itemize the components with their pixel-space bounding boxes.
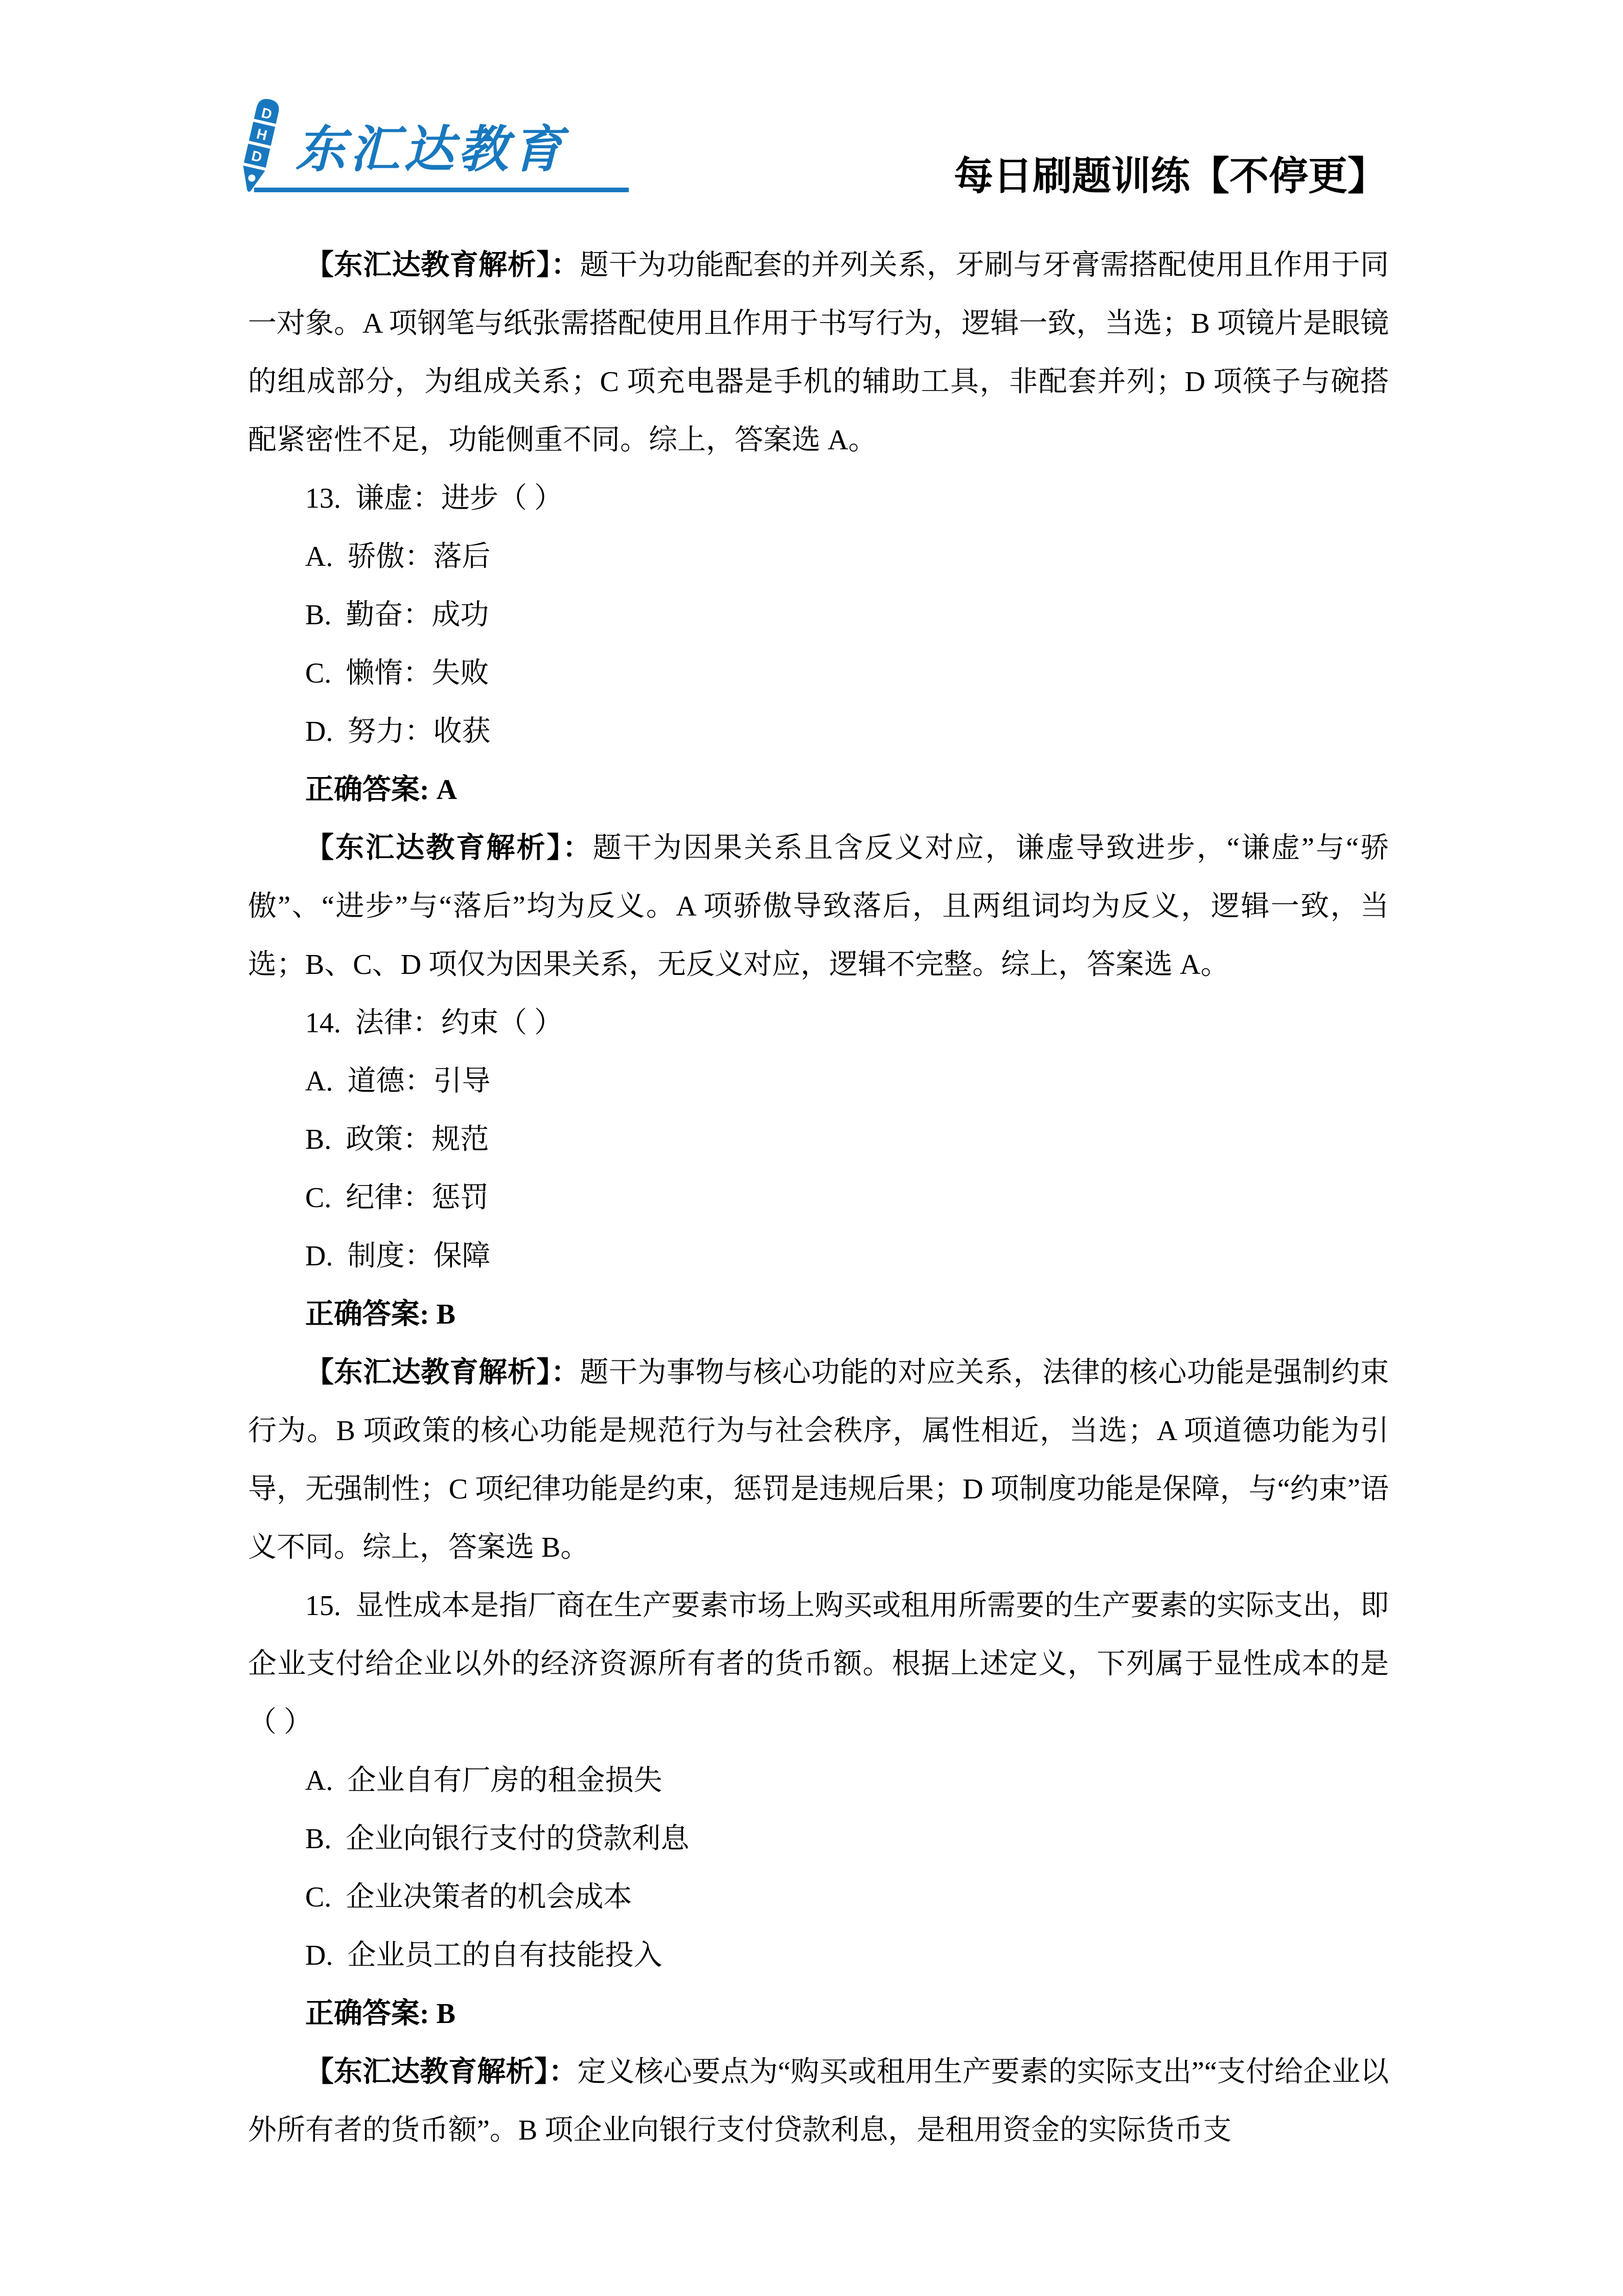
svg-text:D: D (260, 104, 274, 123)
analysis-label: 【东汇达教育解析】： (305, 1357, 580, 1389)
svg-text:H: H (255, 125, 269, 144)
logo-underline (254, 188, 629, 192)
answer-line-13: 正确答案: A (305, 774, 458, 806)
page-title: 每日刷题训练【不停更】 (954, 154, 1387, 198)
analysis-text: 定义核心要点为“购买或租用生产要素的实际支出”“支付给企业以外所有者的货币额”。B 项企业向银行支付贷款利息，是租用资金的实际货币支 (248, 2056, 1389, 2146)
analysis-label: 【东汇达教育解析】： (305, 2056, 578, 2088)
analysis-paragraph (248, 819, 1389, 994)
analysis-text: 题干为因果关系且含反义对应，谦虚导致进步，“谦虚”与“骄傲”、“进步”与“落后”均为反义。A 项骄傲导致落后，且两组词均为反义，逻辑一致，当选；B、C、D 项仅为因果关系，无反义对应，逻辑不完整。综上，答案选 A。 (248, 832, 1389, 981)
svg-text:D: D (250, 147, 264, 166)
answer-line-15: 正确答案: B (305, 1998, 455, 2030)
option-14-d: D. 制度：保障 (305, 1240, 491, 1272)
answer-line-14: 正确答案: B (305, 1299, 455, 1330)
pen-icon (229, 97, 289, 198)
option-15-a: A. 企业自有厂房的租金损失 (305, 1765, 662, 1797)
option-15-c: C. 企业决策者的机会成本 (305, 1881, 632, 1913)
option-13-c: C. 懒惰：失败 (305, 657, 489, 689)
option-13-d: D. 努力：收获 (305, 716, 491, 747)
document-content (248, 236, 1389, 2159)
option-14-a: A. 道德：引导 (305, 1065, 491, 1097)
analysis-paragraph (248, 236, 1389, 469)
option-14-b: B. 政策：规范 (305, 1124, 489, 1155)
analysis-paragraph (248, 2043, 1389, 2159)
option-15-d: D. 企业员工的自有技能投入 (305, 1940, 662, 1971)
option-15-b: B. 企业向银行支付的贷款利息 (305, 1823, 690, 1855)
logo-text: 东汇达教育 (295, 121, 567, 177)
question-stem-14: 14. 法律：约束（ ） (305, 1007, 563, 1039)
analysis-text: 题干为功能配套的并列关系，牙刷与牙膏需搭配使用且作用于同一对象。A 项钢笔与纸张需搭配使用且作用于书写行为，逻辑一致，当选；B 项镜片是眼镜的组成部分，为组成关系；C 项充电器是手机的辅助工具，非配套并列；D 项筷子与碗搭配紧密性不足，功能侧重不同。综上，答案选 A。 (248, 249, 1389, 456)
question-stem-13: 13. 谦虚：进步（ ） (305, 483, 563, 514)
analysis-text: 题干为事物与核心功能的对应关系，法律的核心功能是强制约束行为。B 项政策的核心功能是规范行为与社会秩序，属性相近，当选；A 项道德功能为引导，无强制性；C 项纪律功能是约束，惩罚是违规后果；D 项制度功能是保障，与“约束”语义不同。综上，答案选 B。 (248, 1357, 1389, 1563)
analysis-paragraph (248, 1344, 1389, 1577)
option-13-a: A. 骄傲：落后 (305, 541, 491, 573)
analysis-label: 【东汇达教育解析】： (305, 249, 580, 281)
option-14-c: C. 纪律：惩罚 (305, 1182, 489, 1214)
option-13-b: B. 勤奋：成功 (305, 599, 489, 631)
analysis-label: 【东汇达教育解析】： (305, 832, 593, 864)
question-stem-15: 15. 显性成本是指厂商在生产要素市场上购买或租用所需要的生产要素的实际支出，即企业支付给企业以外的经济资源所有者的货币额。根据上述定义，下列属于显性成本的是（ ） (248, 1590, 1389, 1738)
